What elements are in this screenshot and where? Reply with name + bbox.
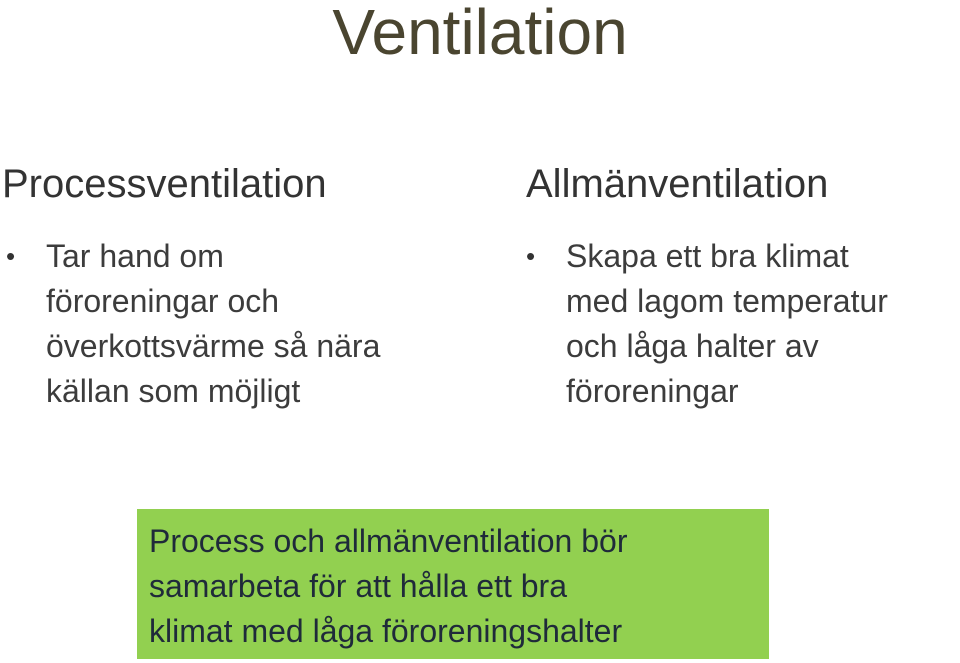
left-column-heading: Processventilation [2, 162, 327, 206]
left-bullet-item [6, 234, 476, 414]
highlight-line: Process och allmänventilation bör [149, 523, 628, 559]
highlight-line: samarbeta för att hålla ett bra [149, 568, 567, 604]
right-bullet-item [526, 234, 960, 414]
left-bullet-line: överkottsvärme så nära [46, 328, 381, 364]
bullet-icon: • [6, 241, 16, 271]
left-bullet-line: föroreningar och [46, 283, 280, 319]
bullet-icon: • [526, 241, 536, 271]
left-bullet-list [6, 234, 476, 414]
right-bullet-line: Skapa ett bra klimat [566, 238, 849, 274]
highlight-line: klimat med låga föroreningshalter [149, 613, 623, 649]
right-bullet-line: med lagom temperatur [566, 283, 888, 319]
right-bullet-line: föroreningar [566, 373, 739, 409]
highlight-box [137, 509, 769, 659]
right-bullet-list [526, 234, 960, 414]
left-bullet-line: källan som möjligt [46, 373, 301, 409]
right-column-heading: Allmänventilation [526, 162, 829, 206]
slide-title: Ventilation [332, 0, 628, 68]
right-bullet-line: och låga halter av [566, 328, 819, 364]
left-bullet-line: Tar hand om [46, 238, 224, 274]
